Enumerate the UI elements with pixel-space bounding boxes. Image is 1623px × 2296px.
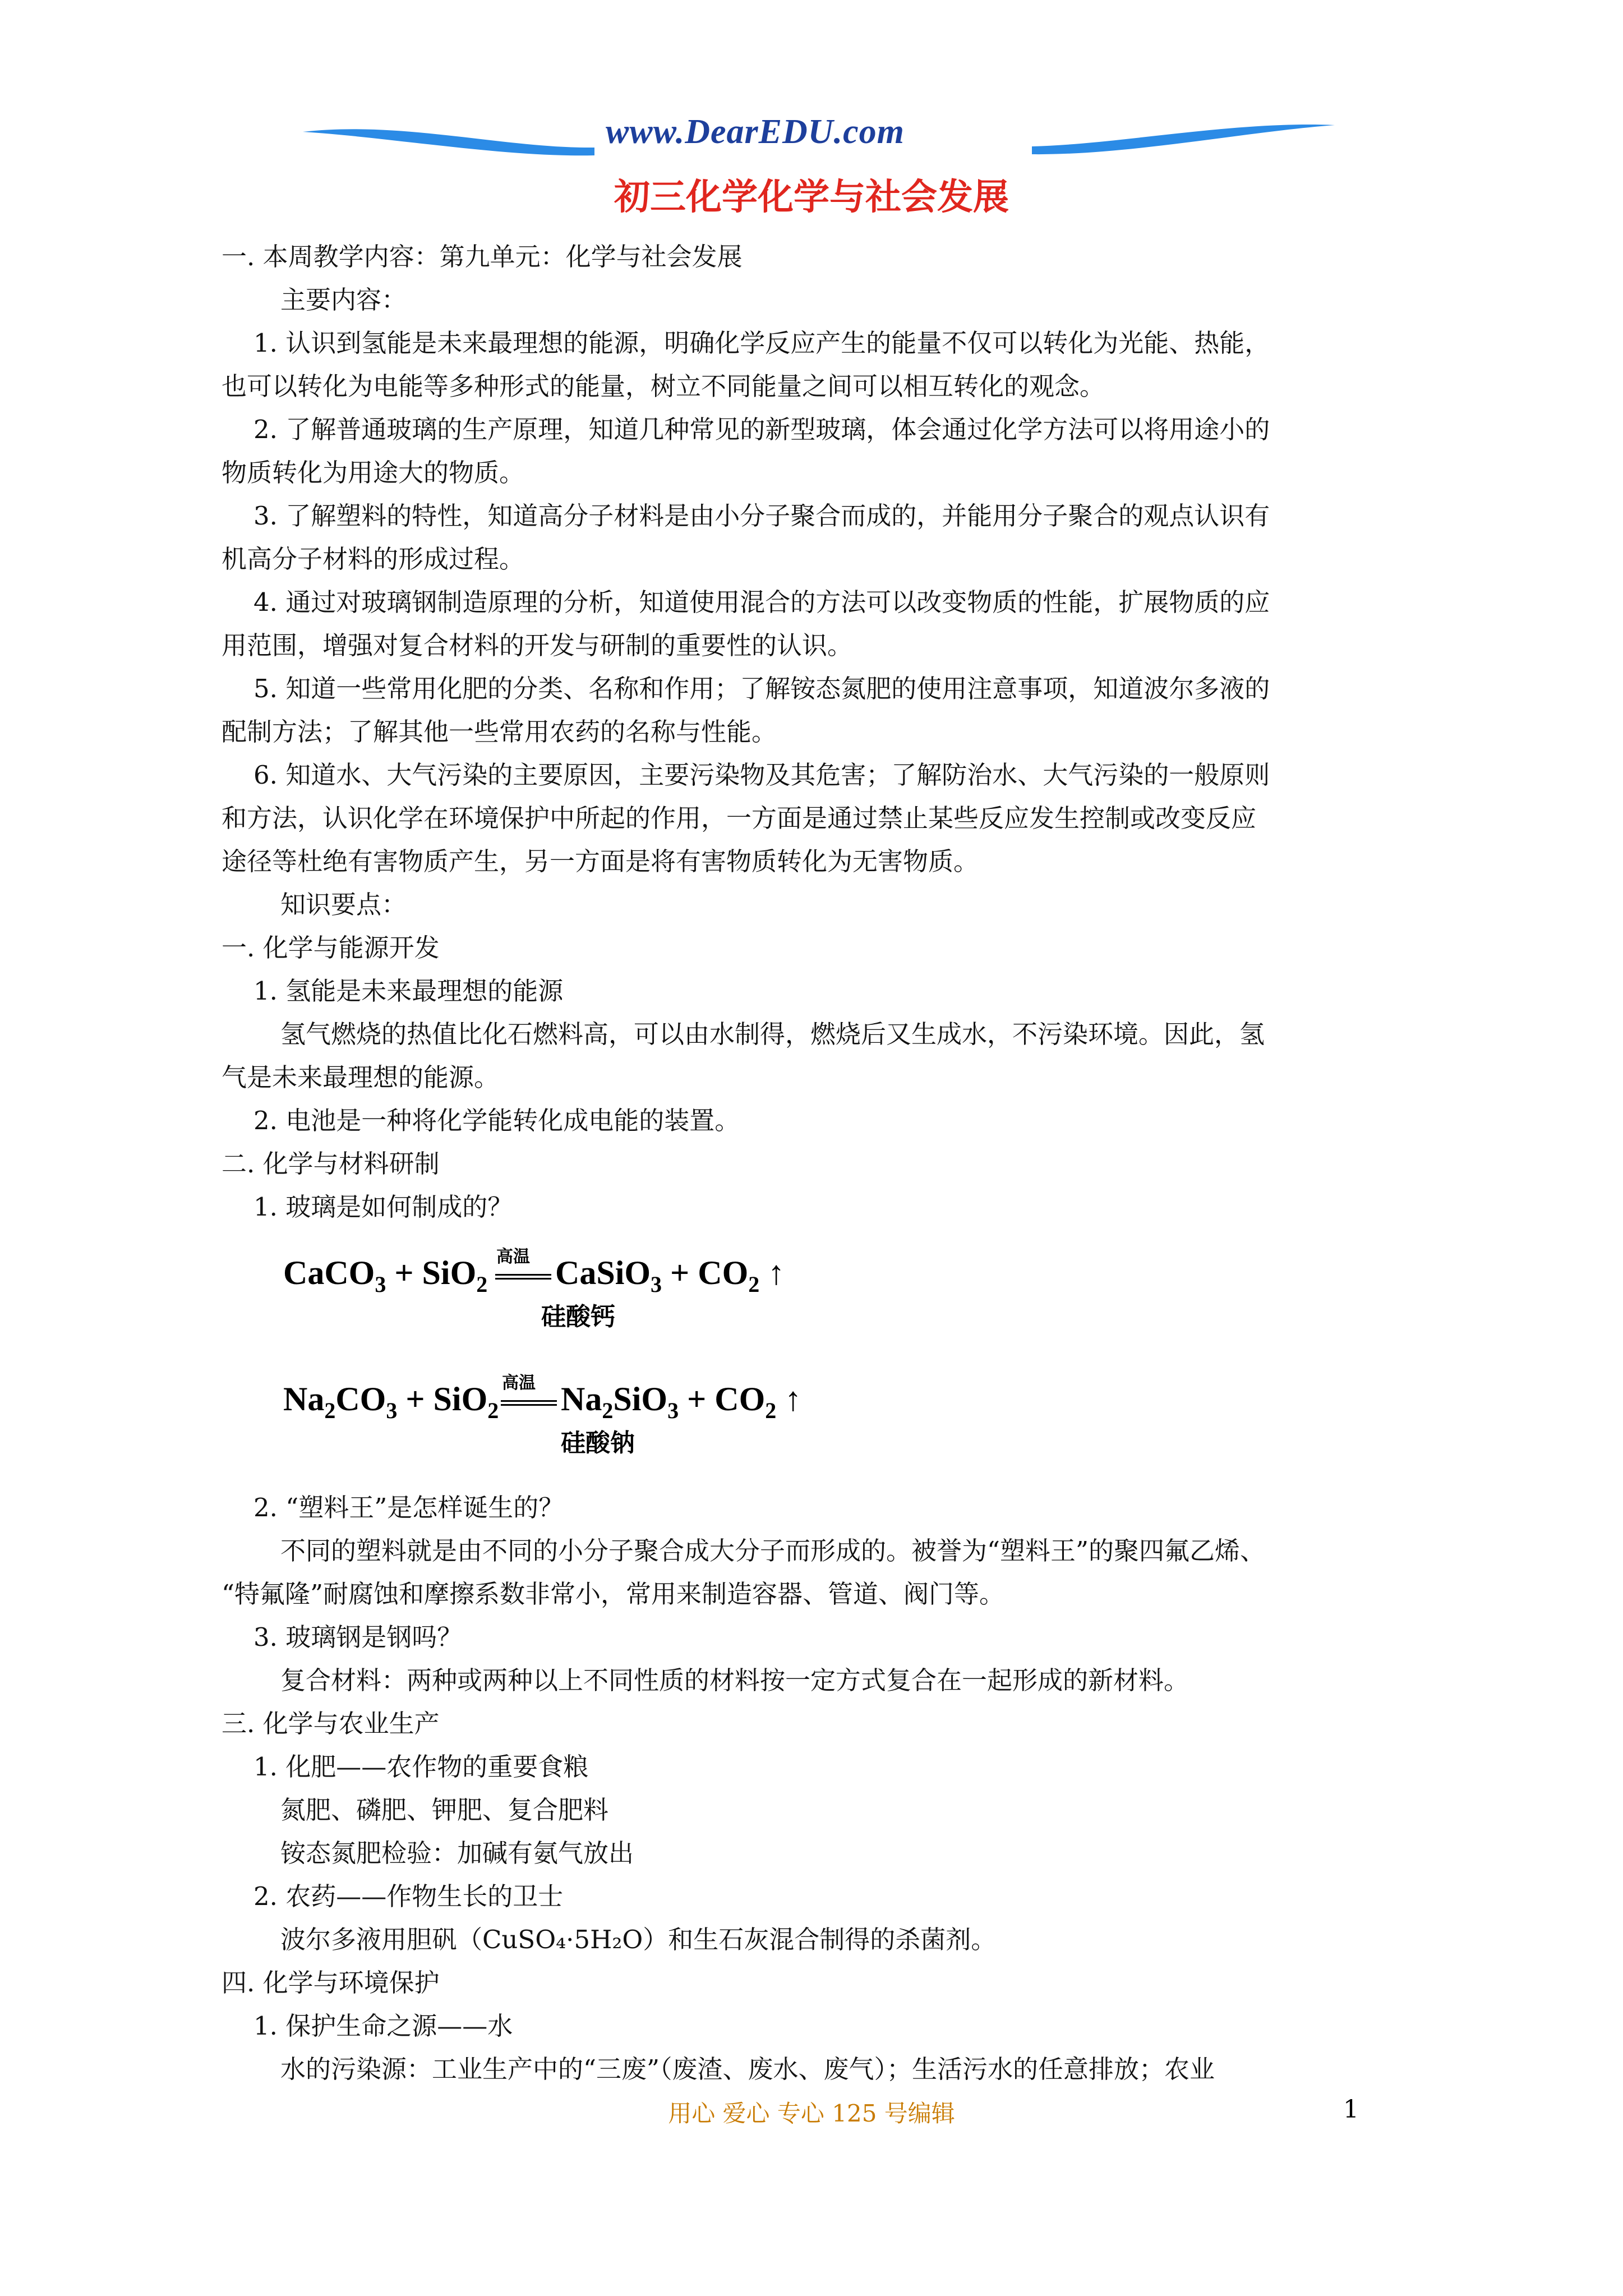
paragraph-line: 机高分子材料的形成过程。 (222, 544, 525, 574)
paragraph-line: 也可以转化为电能等多种形式的能量，树立不同能量之间可以相互转化的观念。 (222, 371, 1105, 401)
paragraph-line: 复合材料：两种或两种以上不同性质的材料按一定方式复合在一起形成的新材料。 (280, 1665, 1189, 1695)
paragraph-line: “特氟隆”耐腐蚀和摩擦系数非常小，常用来制造容器、管道、阀门等。 (222, 1579, 1005, 1609)
page-number: 1 (1343, 2095, 1359, 2124)
eq1-lhs-sub-1: 3 (375, 1272, 386, 1297)
list-item: 1. 玻璃是如何制成的？ (253, 1192, 513, 1222)
section-heading: 四. 化学与环境保护 (222, 1968, 440, 1998)
eq2-lhs-sub-1: 2 (324, 1398, 336, 1423)
eq1-rhs-sub-1: 3 (651, 1272, 662, 1297)
paragraph-line: 不同的塑料就是由不同的小分子聚合成大分子而形成的。被誉为“塑料王”的聚四氟乙烯、 (280, 1536, 1266, 1566)
paragraph-line: 3. 了解塑料的特性，知道高分子材料是由小分子聚合而成的，并能用分子聚合的观点认识有 (253, 501, 1270, 531)
site-logo[interactable]: www.DearEDU.com (606, 113, 905, 151)
equals-sign (501, 1400, 557, 1406)
section-heading: 一. 化学与能源开发 (222, 933, 440, 963)
reaction-condition: 高温 (496, 1247, 530, 1267)
eq1-lhs-2: + SiO (386, 1254, 477, 1291)
paragraph-line: 5. 知道一些常用化肥的分类、名称和作用；了解铵态氮肥的使用注意事项，知道波尔多液的 (253, 674, 1270, 703)
eq2-lhs-1: Na (283, 1381, 325, 1418)
chemical-equation-2 (283, 1369, 844, 1458)
paragraph-line: 波尔多液用胆矾（CuSO₄·5H₂O）和生石灰混合制得的杀菌剂。 (280, 1925, 997, 1954)
eq2-lhs-3: + SiO (397, 1381, 488, 1418)
gas-arrow-icon: ↑ (776, 1381, 802, 1418)
list-item: 1. 氢能是未来最理想的能源 (253, 976, 564, 1006)
banner-swoosh-right (1032, 125, 1335, 154)
eq1-lhs-sub-2: 2 (476, 1272, 488, 1297)
paragraph-line: 和方法，认识化学在环境保护中所起的作用，一方面是通过禁止某些反应发生控制或改变反应 (222, 803, 1257, 833)
gas-arrow-icon: ↑ (759, 1254, 785, 1291)
footer-credit: 用心 爱心 专心 125 号编辑 (668, 2100, 955, 2127)
eq2-rhs-2: SiO (613, 1381, 668, 1418)
paragraph-line: 1. 认识到氢能是未来最理想的能源，明确化学反应产生的能量不仅可以转化为光能、热能， (253, 328, 1270, 358)
eq2-lhs-2: CO (335, 1381, 386, 1418)
paragraph-line: 6. 知道水、大气污染的主要原因，主要污染物及其危害；了解防治水、大气污染的一般原则 (253, 760, 1270, 790)
section-heading: 三. 化学与农业生产 (222, 1709, 440, 1738)
subheading: 主要内容： (280, 285, 407, 315)
list-item: 2. “塑料王”是怎样诞生的？ (253, 1493, 564, 1522)
eq2-lhs-sub-3: 2 (487, 1398, 499, 1423)
list-item: 3. 玻璃钢是钢吗？ (253, 1622, 463, 1652)
paragraph-line: 气是未来最理想的能源。 (222, 1062, 500, 1092)
paragraph-line: 水的污染源：工业生产中的“三废”（废渣、废水、废气）；生活污水的任意排放；农业 (280, 2054, 1215, 2084)
reaction-condition: 高温 (502, 1373, 536, 1393)
page-title: 初三化学化学与社会发展 (614, 176, 1009, 218)
paragraph-line: 氮肥、磷肥、钾肥、复合肥料 (280, 1795, 609, 1825)
section-heading: 一. 本周教学内容：第九单元：化学与社会发展 (222, 242, 743, 272)
eq2-lhs-sub-2: 3 (386, 1398, 398, 1423)
eq2-rhs-sub-3: 2 (765, 1398, 777, 1423)
paragraph-line: 4. 通过对玻璃钢制造原理的分析，知道使用混合的方法可以改变物质的性能，扩展物质的应 (253, 587, 1270, 617)
subheading: 知识要点： (280, 890, 407, 919)
product-name: 硅酸钙 (541, 1303, 615, 1331)
chemical-equation-1 (283, 1243, 844, 1332)
section-heading: 二. 化学与材料研制 (222, 1149, 440, 1179)
list-item: 2. 电池是一种将化学能转化成电能的装置。 (253, 1106, 740, 1135)
eq1-rhs-1: CaSiO (555, 1254, 651, 1291)
paragraph-line: 2. 了解普通玻璃的生产原理，知道几种常见的新型玻璃，体会通过化学方法可以将用途小的 (253, 415, 1270, 444)
paragraph-line: 用范围，增强对复合材料的开发与研制的重要性的认识。 (222, 631, 853, 660)
paragraph-line: 配制方法；了解其他一些常用农药的名称与性能。 (222, 717, 777, 747)
paragraph-line: 物质转化为用途大的物质。 (222, 458, 525, 487)
product-name: 硅酸钠 (561, 1429, 635, 1457)
list-item: 2. 农药——作物生长的卫士 (253, 1881, 564, 1911)
equals-sign (495, 1274, 551, 1280)
eq1-rhs-2: + CO (662, 1254, 749, 1291)
paragraph-line: 途径等杜绝有害物质产生，另一方面是将有害物质转化为无害物质。 (222, 846, 979, 876)
eq2-rhs-3: + CO (679, 1381, 766, 1418)
banner-swoosh-left (303, 129, 594, 155)
eq2-rhs-1: Na (561, 1381, 602, 1418)
eq2-rhs-sub-1: 2 (602, 1398, 614, 1423)
paragraph-line: 铵态氮肥检验：加碱有氨气放出 (280, 1838, 634, 1868)
paragraph-line: 氢气燃烧的热值比化石燃料高，可以由水制得，燃烧后又生成水，不污染环境。因此，氢 (280, 1019, 1265, 1049)
eq1-lhs-1: CaCO (283, 1254, 375, 1291)
list-item: 1. 保护生命之源——水 (253, 2011, 513, 2041)
eq2-rhs-sub-2: 3 (667, 1398, 679, 1423)
list-item: 1. 化肥——农作物的重要食粮 (253, 1752, 589, 1782)
eq1-rhs-sub-2: 2 (748, 1272, 760, 1297)
